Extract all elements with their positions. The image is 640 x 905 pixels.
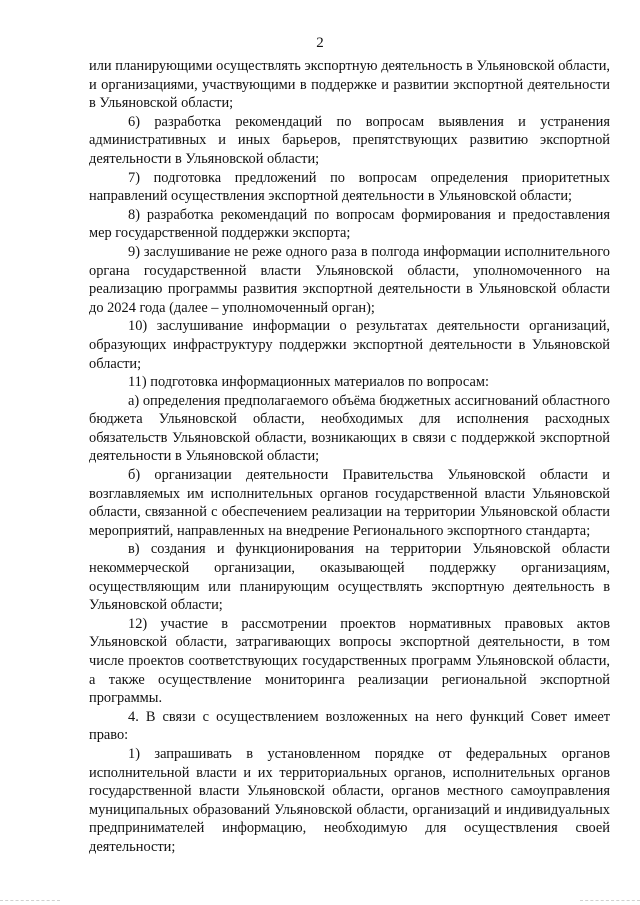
- document-body: [89, 57, 610, 857]
- paragraph-item-10: 10) заслушивание информации о результатах деятельности организаций, образующих инфраструктуру поддержки экспортной деятельности в Ульяновской области;: [89, 318, 610, 372]
- scan-edge-left: [0, 900, 60, 905]
- paragraph-right-1: 1) запрашивать в установленном порядке от федеральных органов исполнительной власти и их территориальных органов, исполнительных органов государственной власти Ульяновской области, органов местного самоуправления муниципальных образований Ульяновской области, организаций и индивидуальных предпринимателей информацию, необходимую для осуществления своей деятельности;: [89, 745, 610, 855]
- paragraph-item-12: 12) участие в рассмотрении проектов нормативных правовых актов Ульяновской области, затрагивающих вопросы экспортной деятельности, в том числе проектов соответствующих государственных программ Ульяновской области, а также осуществление мониторинга реализации региональной экспортной программы.: [89, 615, 610, 707]
- paragraph-item-11: 11) подготовка информационных материалов по вопросам:: [128, 374, 489, 391]
- page-number: 2: [316, 35, 324, 51]
- paragraph-continuation: или планирующими осуществлять экспортную деятельность в Ульяновской области, и организациями, участвующими в поддержке и развитии экспортной деятельности в Ульяновской области;: [89, 58, 610, 112]
- paragraph-item-6: 6) разработка рекомендаций по вопросам выявления и устранения административных и иных барьеров, препятствующих развитию экспортной деятельности в Ульяновской области;: [89, 113, 610, 167]
- scan-edge-right: [580, 900, 640, 905]
- paragraph-item-8: 8) разработка рекомендаций по вопросам формирования и предоставления мер государственной поддержки экспорта;: [89, 206, 610, 242]
- paragraph-item-9: 9) заслушивание не реже одного раза в полгода информации исполнительного органа государственной власти Ульяновской области, уполномоченного на реализацию программы развития экспортной деятельности в Ульяновской области до 2024 года (далее – уполномоченный орган);: [89, 243, 610, 316]
- paragraph-section-4: 4. В связи с осуществлением возложенных на него функций Совет имеет право:: [89, 708, 610, 744]
- paragraph-item-11c: в) создания и функционирования на территории Ульяновской области некоммерческой организации, оказывающей поддержку организациям, осуществляющим или планирующим осуществлять экспортную деятельность в Ульяновской области;: [89, 541, 610, 614]
- paragraph-item-11b: б) организации деятельности Правительства Ульяновской области и возглавляемых им исполнительных органов государственной власти Ульяновской области, связанной с обеспечением реализации на территории Ульяновской области мероприятий, направленных на внедрение Регионального экспортного стандарта;: [89, 467, 610, 539]
- paragraph-item-7: 7) подготовка предложений по вопросам определения приоритетных направлений осуществления экспортной деятельности в Ульяновской области;: [89, 169, 610, 205]
- paragraph-item-11a: а) определения предполагаемого объёма бюджетных ассигнований областного бюджета Ульяновской области, необходимых для исполнения расходных обязательств Ульяновской области, возникающих в связи с поддержкой экспортной деятельности в Ульяновской области;: [89, 392, 610, 465]
